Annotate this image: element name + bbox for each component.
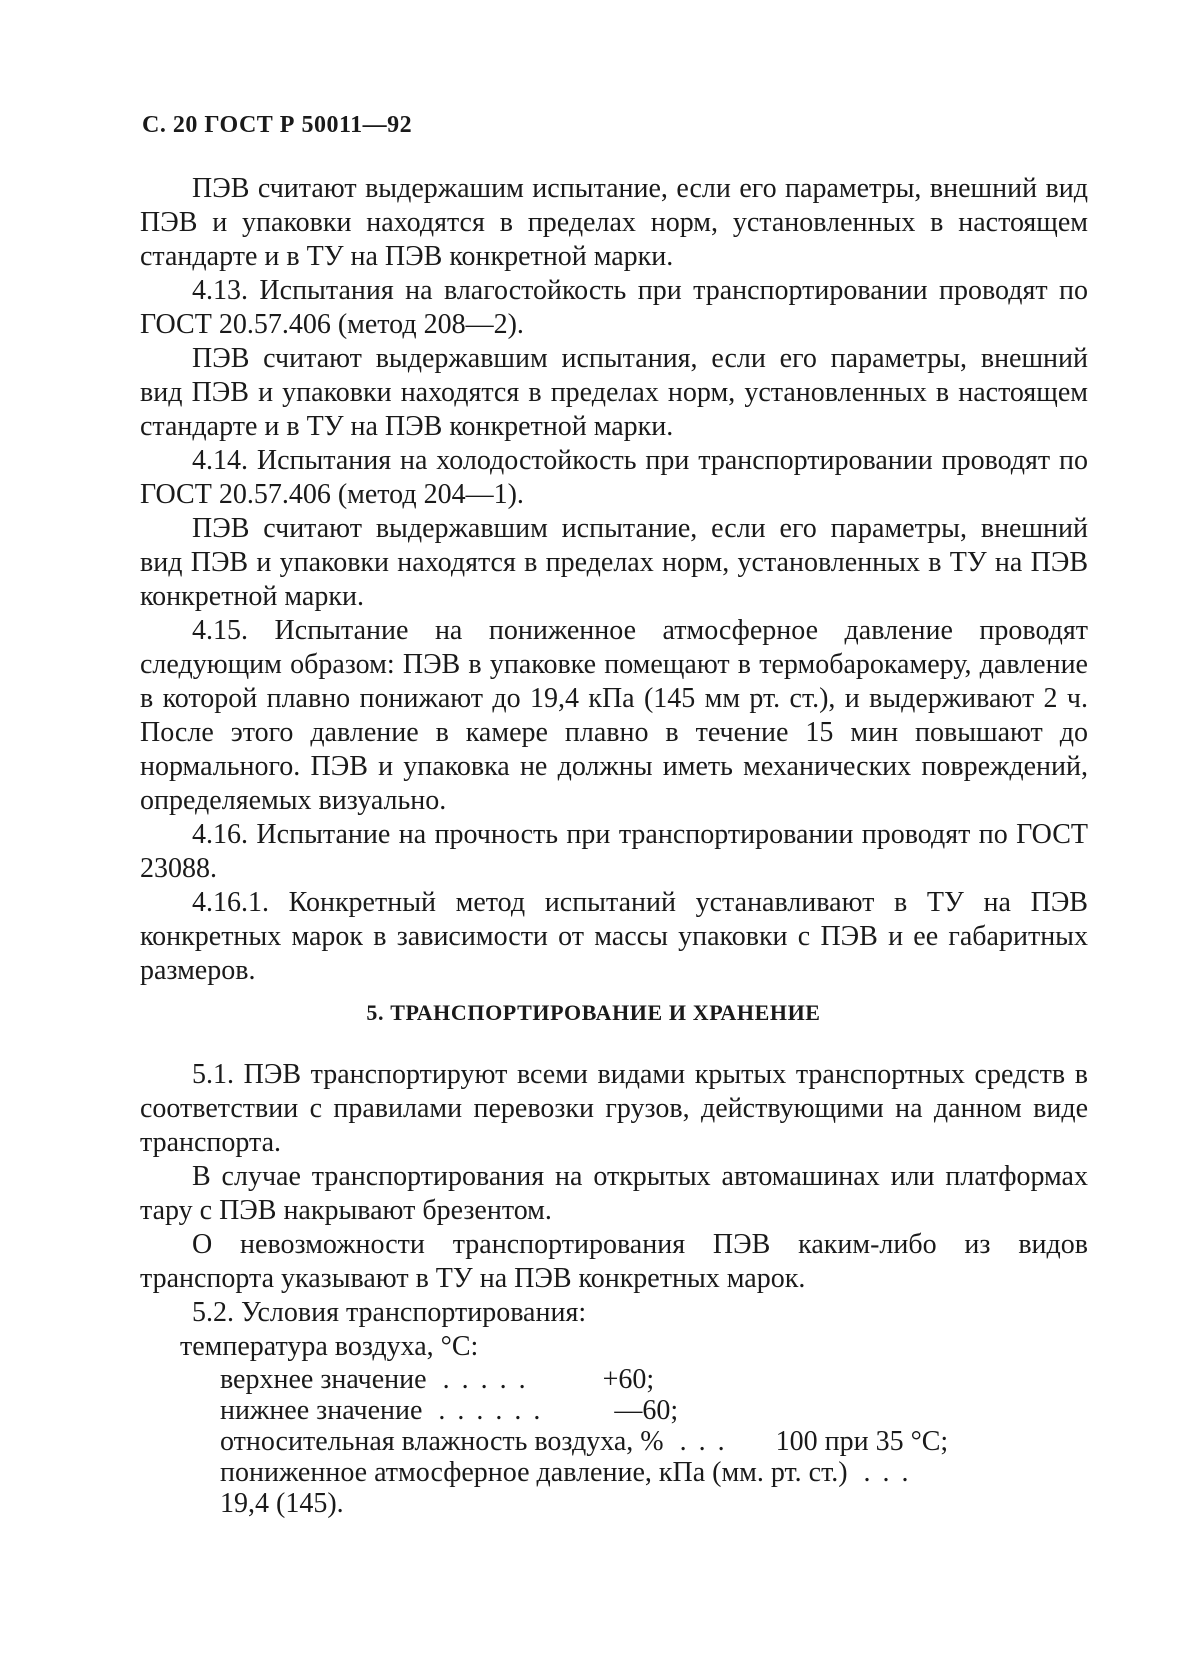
paragraph-4-14-result: ПЭВ считают выдержавшим испытание, если его параметры, внешний вид ПЭВ и упаковки находятся в пределах норм, установленных в ТУ на ПЭВ конкретной марки.: [140, 513, 1088, 612]
leader-dots: ......: [438, 1395, 553, 1426]
paragraph-5-1-open-transport: В случае транспортирования на открытых автомашинах или платформах тару с ПЭВ накрывают брезентом.: [140, 1161, 1088, 1226]
paragraph-4-12-result: ПЭВ считают выдержашим испытание, если его параметры, внешний вид ПЭВ и упаковки находятся в пределах норм, установленных в настоящем стандарте и в ТУ на ПЭВ конкретной марки.: [140, 173, 1088, 272]
lower-temperature-label: нижнее значение: [220, 1395, 423, 1426]
paragraph-4-16: 4.16. Испытание на прочность при транспортировании проводят по ГОСТ 23088.: [140, 819, 1088, 884]
upper-temperature-label: верхнее значение: [220, 1364, 427, 1395]
leader-dots: ...: [679, 1426, 737, 1457]
humidity-value: 100 при 35 °С;: [775, 1426, 949, 1457]
humidity-label: относительная влажность воздуха, %: [220, 1426, 664, 1457]
air-temperature-label: температура воздуха, °С:: [180, 1331, 479, 1362]
pressure-label: пониженное атмосферное давление, кПа (мм. рт. ст.): [220, 1457, 848, 1488]
upper-temperature-row: [140, 1364, 1088, 1395]
running-header: С. 20 ГОСТ Р 50011—92: [142, 112, 413, 138]
upper-temperature-value: +60;: [602, 1364, 655, 1395]
section-5-heading: 5. ТРАНСПОРТИРОВАНИЕ И ХРАНЕНИЕ: [366, 1000, 821, 1025]
section-5-body: [140, 1058, 1088, 1519]
pressure-value: 19,4 (145).: [220, 1488, 344, 1519]
pressure-value-row: [140, 1488, 1088, 1519]
section-4-body: [140, 172, 1088, 988]
paragraph-4-14: 4.14. Испытания на холодостойкость при транспортировании проводят по ГОСТ 20.57.406 (метод 204—1).: [140, 445, 1088, 510]
pressure-row: [140, 1457, 1088, 1488]
paragraph-5-1: 5.1. ПЭВ транспортируют всеми видами крытых транспортных средств в соответствии с правилами перевозки грузов, действующими на данном виде транспорта.: [140, 1059, 1088, 1158]
paragraph-4-13-result: ПЭВ считают выдержавшим испытания, если его параметры, внешний вид ПЭВ и упаковки находятся в пределах норм, установленных в настоящем стандарте и в ТУ на ПЭВ конкретной марки.: [140, 343, 1088, 442]
humidity-row: [140, 1426, 1088, 1457]
paragraph-4-15: 4.15. Испытание на пониженное атмосферное давление проводят следующим образом: ПЭВ в упаковке помещают в термобарокамеру, давление в которой плавно понижают до 19,4 кПа (145 мм рт. ст.), и выдерживают 2 ч. После этого давление в камере плавно в течение 15 мин повышают до нормального. ПЭВ и упаковка не должны иметь механических повреждений, определяемых визуально.: [140, 615, 1088, 816]
paragraph-4-16-1: 4.16.1. Конкретный метод испытаний устанавливают в ТУ на ПЭВ конкретных марок в зависимости от массы упаковки с ПЭВ и ее габаритных размеров.: [140, 887, 1088, 986]
leader-dots: ...: [863, 1457, 921, 1488]
paragraph-5-2-title: 5.2. Условия транспортирования:: [192, 1297, 587, 1328]
lower-temperature-value: —60;: [614, 1395, 679, 1426]
leader-dots: .....: [442, 1364, 538, 1395]
paragraph-4-13: 4.13. Испытания на влагостойкость при транспортировании проводят по ГОСТ 20.57.406 (метод 208—2).: [140, 275, 1088, 340]
lower-temperature-row: [140, 1395, 1088, 1426]
paragraph-5-1-impossibility: О невозможности транспортирования ПЭВ каким-либо из видов транспорта указывают в ТУ на ПЭВ конкретных марок.: [140, 1229, 1088, 1294]
